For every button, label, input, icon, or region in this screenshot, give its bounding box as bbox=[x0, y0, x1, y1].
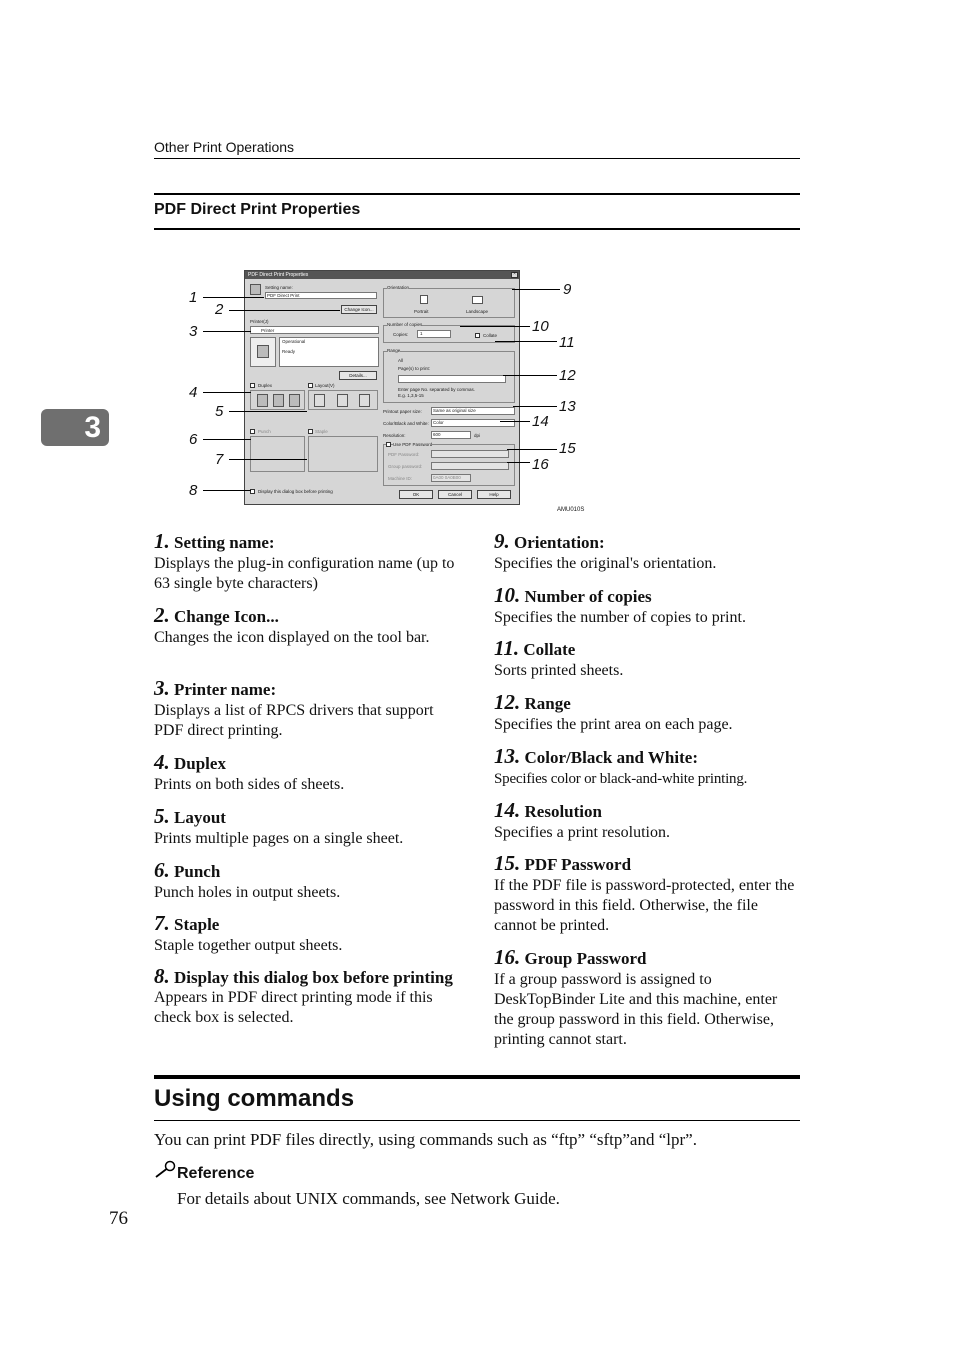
staple-label: Staple bbox=[315, 429, 328, 434]
list-item bbox=[494, 691, 800, 735]
using-text: You can print PDF files directly, using commands such as “ftp” “sftp”and “lpr”. bbox=[154, 1130, 697, 1149]
use-pdf-password-label: Use PDF Password bbox=[393, 442, 433, 447]
item-number: 3. bbox=[154, 676, 170, 700]
callout-14: 14 bbox=[532, 413, 549, 430]
duplex-option-icon bbox=[289, 394, 300, 407]
item-number: 5. bbox=[154, 804, 170, 828]
duplex-option-icon bbox=[257, 394, 268, 407]
punch-label: Punch bbox=[258, 429, 271, 434]
list-item bbox=[494, 946, 800, 1050]
item-number: 9. bbox=[494, 529, 510, 553]
close-icon: × bbox=[511, 272, 518, 278]
callout-5: 5 bbox=[215, 403, 224, 420]
item-title: Punch bbox=[174, 862, 221, 881]
reference-label: Reference bbox=[177, 1165, 255, 1182]
dialog-screenshot bbox=[244, 270, 520, 505]
item-number: 7. bbox=[154, 911, 170, 935]
list-item bbox=[154, 530, 460, 594]
callout-line bbox=[203, 331, 251, 332]
list-item bbox=[494, 637, 800, 681]
duplex-label: Duplex bbox=[258, 383, 273, 388]
dialog-title: PDF Direct Print Properties bbox=[245, 271, 519, 279]
range-group bbox=[383, 348, 515, 403]
item-number: 12. bbox=[494, 690, 521, 714]
layout-checkbox bbox=[308, 383, 313, 388]
item-description: Changes the icon displayed on the tool bar. bbox=[154, 629, 430, 646]
item-description: Specifies the print area on each page. bbox=[494, 716, 733, 733]
item-number: 2. bbox=[154, 603, 170, 627]
callout-line bbox=[229, 459, 307, 460]
orientation-group bbox=[383, 285, 515, 318]
callout-line bbox=[203, 439, 251, 440]
color-label: Color/Black and White: bbox=[383, 421, 429, 426]
range-label: Range bbox=[387, 348, 401, 353]
machine-id-field bbox=[431, 474, 471, 482]
duplex-option-icon bbox=[273, 394, 284, 407]
figure-code: AMU010S bbox=[557, 507, 585, 513]
range-field bbox=[398, 375, 506, 383]
callout-9: 9 bbox=[563, 281, 572, 298]
running-header: Other Print Operations bbox=[154, 139, 295, 155]
item-number: 14. bbox=[494, 798, 521, 822]
group-password-label: Group password: bbox=[388, 464, 423, 469]
item-title: Setting name: bbox=[174, 533, 275, 552]
callout-line bbox=[203, 297, 264, 298]
item-title: Duplex bbox=[174, 754, 226, 773]
item-number: 16. bbox=[494, 945, 521, 969]
printer-select bbox=[250, 326, 379, 334]
machine-id-label: Machine ID: bbox=[388, 476, 413, 481]
list-item bbox=[154, 805, 460, 849]
portrait-icon bbox=[420, 295, 428, 304]
callout-line bbox=[229, 310, 340, 311]
ok-button: OK bbox=[399, 490, 433, 499]
item-title: Color/Black and White: bbox=[524, 748, 698, 767]
landscape-label: Landscape bbox=[466, 309, 489, 314]
group-password-field bbox=[431, 462, 509, 470]
list-item bbox=[154, 751, 460, 795]
list-item bbox=[494, 745, 800, 789]
layout-option-icon bbox=[359, 394, 370, 407]
callout-3: 3 bbox=[189, 323, 198, 340]
callout-10: 10 bbox=[532, 318, 549, 335]
reference-icon bbox=[154, 1160, 176, 1184]
section-rule-top bbox=[154, 193, 800, 195]
duplex-options bbox=[250, 390, 305, 410]
item-description: Punch holes in output sheets. bbox=[154, 884, 341, 901]
range-pages: Page(s) to print: bbox=[398, 366, 431, 371]
item-description: Appears in PDF direct printing mode if this check box is selected. bbox=[154, 989, 433, 1026]
item-description: Specifies the number of copies to print. bbox=[494, 609, 746, 626]
status-line-2: Ready bbox=[282, 349, 296, 354]
list-item bbox=[494, 530, 800, 574]
callout-8: 8 bbox=[189, 482, 198, 499]
callout-line bbox=[229, 411, 307, 412]
dpi-label: dpi bbox=[474, 433, 481, 438]
password-group bbox=[383, 444, 515, 486]
printer-value: Printer bbox=[261, 328, 275, 333]
item-description: Prints on both sides of sheets. bbox=[154, 776, 345, 793]
item-description: Displays a list of RPCS drivers that support PDF direct printing. bbox=[154, 702, 434, 739]
machine-id-value: 0A00 0A0B00 bbox=[433, 475, 461, 480]
copies-label: Copies: bbox=[393, 332, 409, 337]
paper-size-select bbox=[431, 407, 515, 415]
callout-line bbox=[500, 421, 530, 422]
paper-size-value: Same as original size bbox=[433, 408, 476, 413]
item-description: Staple together output sheets. bbox=[154, 937, 343, 954]
callout-line bbox=[203, 392, 251, 393]
change-icon-button: Change Icon... bbox=[341, 305, 377, 314]
item-number: 1. bbox=[154, 529, 170, 553]
callout-line bbox=[203, 490, 251, 491]
display-dialog-label: Display this dialog box before printing bbox=[258, 489, 333, 494]
pdf-password-label: PDF Password: bbox=[388, 452, 420, 457]
callout-line bbox=[507, 462, 530, 463]
item-title: Group Password bbox=[524, 949, 647, 968]
punch-checkbox bbox=[250, 429, 255, 434]
item-description: Specifies a print resolution. bbox=[494, 824, 670, 841]
item-description: Displays the plug-in configuration name (up to 63 single byte characters) bbox=[154, 555, 455, 592]
printer-glyph-icon bbox=[257, 345, 269, 358]
pdf-password-field bbox=[431, 450, 509, 458]
item-title: Staple bbox=[174, 915, 220, 934]
item-description: If the PDF file is password-protected, enter the password in this field. Otherwise, the file cannot be printed. bbox=[494, 877, 795, 934]
layout-option-icon bbox=[337, 394, 348, 407]
item-number: 10. bbox=[494, 583, 521, 607]
item-title: Resolution bbox=[524, 802, 602, 821]
landscape-icon bbox=[472, 296, 483, 304]
item-title: Change Icon... bbox=[174, 607, 279, 626]
item-title: Collate bbox=[523, 640, 576, 659]
item-description: If a group password is assigned to DeskTopBinder Lite and this machine, enter the group password in this field. Otherwise, printing cannot start. bbox=[494, 971, 778, 1048]
orientation-label: Orientation bbox=[387, 285, 410, 290]
item-description: Specifies color or black-and-white printing. bbox=[494, 771, 748, 787]
callout-line bbox=[507, 449, 557, 450]
callout-2: 2 bbox=[215, 301, 224, 318]
copies-field bbox=[417, 330, 451, 338]
setting-icon bbox=[250, 284, 261, 295]
callout-line bbox=[512, 289, 560, 290]
collate-label: Collate bbox=[483, 333, 498, 338]
callout-12: 12 bbox=[559, 367, 576, 384]
printer-label: Printer(J) bbox=[250, 319, 269, 324]
item-title: Layout bbox=[174, 808, 226, 827]
range-hint-1: Enter page No. separated by commas. bbox=[398, 387, 476, 392]
callout-line bbox=[495, 341, 557, 342]
callout-line bbox=[513, 406, 557, 407]
callout-7: 7 bbox=[215, 451, 224, 468]
item-description: Sorts printed sheets. bbox=[494, 662, 624, 679]
range-all: All bbox=[398, 358, 404, 363]
item-number: 6. bbox=[154, 858, 170, 882]
list-item bbox=[154, 677, 460, 741]
callout-11: 11 bbox=[559, 334, 575, 351]
item-title: Display this dialog box before printing bbox=[174, 968, 453, 987]
list-item bbox=[154, 912, 460, 956]
layout-options bbox=[308, 390, 378, 410]
callout-line bbox=[460, 326, 530, 327]
page-number: 76 bbox=[109, 1208, 128, 1229]
collate-checkbox bbox=[475, 333, 480, 338]
using-rule-bottom bbox=[154, 1120, 800, 1121]
reference-text: For details about UNIX commands, see Network Guide. bbox=[177, 1189, 560, 1208]
item-number: 11. bbox=[494, 636, 520, 660]
item-number: 4. bbox=[154, 750, 170, 774]
copies-group-label: Number of copies bbox=[387, 322, 423, 327]
setting-name-field bbox=[265, 292, 377, 299]
range-hint-2: E.g. 1,3,5-15 bbox=[398, 393, 424, 398]
staple-checkbox bbox=[308, 429, 313, 434]
duplex-checkbox bbox=[250, 383, 255, 388]
callout-4: 4 bbox=[189, 384, 198, 401]
printer-status-box bbox=[279, 337, 379, 367]
list-item bbox=[154, 966, 460, 1028]
color-value: Color bbox=[433, 420, 444, 425]
staple-options bbox=[308, 436, 378, 472]
item-number: 15. bbox=[494, 851, 521, 875]
use-pdf-password-checkbox bbox=[386, 442, 391, 447]
callout-15: 15 bbox=[559, 440, 576, 457]
printer-icon bbox=[250, 337, 276, 367]
item-number: 8. bbox=[154, 964, 170, 988]
section-rule-bottom bbox=[154, 228, 800, 230]
section-title: PDF Direct Print Properties bbox=[154, 201, 361, 218]
portrait-label: Portrait bbox=[414, 309, 429, 314]
resolution-label: Resolution: bbox=[383, 433, 406, 438]
layout-label: Layout(V) bbox=[315, 383, 335, 388]
paper-size-label: Printout paper size: bbox=[383, 409, 422, 414]
callout-1: 1 bbox=[189, 289, 198, 306]
using-title: Using commands bbox=[154, 1085, 355, 1112]
item-description: Specifies the original's orientation. bbox=[494, 555, 717, 572]
layout-option-icon bbox=[314, 394, 325, 407]
item-title: Orientation: bbox=[514, 533, 605, 552]
header-rule bbox=[154, 158, 800, 159]
cancel-button: Cancel bbox=[438, 490, 472, 499]
callout-6: 6 bbox=[189, 431, 198, 448]
callout-13: 13 bbox=[559, 398, 576, 415]
details-button: Details... bbox=[339, 371, 377, 380]
item-description: Prints multiple pages on a single sheet. bbox=[154, 830, 404, 847]
list-item bbox=[494, 799, 800, 843]
punch-options bbox=[250, 436, 305, 472]
item-title: Number of copies bbox=[524, 587, 652, 606]
callout-16: 16 bbox=[532, 456, 549, 473]
copies-value: 1 bbox=[420, 331, 423, 336]
list-item bbox=[154, 604, 460, 648]
item-title: Range bbox=[524, 694, 571, 713]
resolution-value: 600 bbox=[433, 432, 441, 437]
item-title: PDF Password bbox=[524, 855, 632, 874]
item-title: Printer name: bbox=[174, 680, 277, 699]
help-button: Help bbox=[477, 490, 511, 499]
chapter-tab: 3 bbox=[41, 409, 109, 446]
setting-name-value: PDF Direct Print bbox=[267, 293, 300, 298]
status-line-1: Operational bbox=[282, 339, 306, 344]
using-rule-top bbox=[154, 1075, 800, 1079]
list-item bbox=[494, 584, 800, 628]
resolution-select bbox=[431, 431, 471, 439]
list-item bbox=[154, 859, 460, 903]
item-number: 13. bbox=[494, 744, 521, 768]
list-item bbox=[494, 852, 800, 936]
setting-name-label: Setting name: bbox=[265, 285, 293, 290]
callout-line bbox=[503, 375, 557, 376]
